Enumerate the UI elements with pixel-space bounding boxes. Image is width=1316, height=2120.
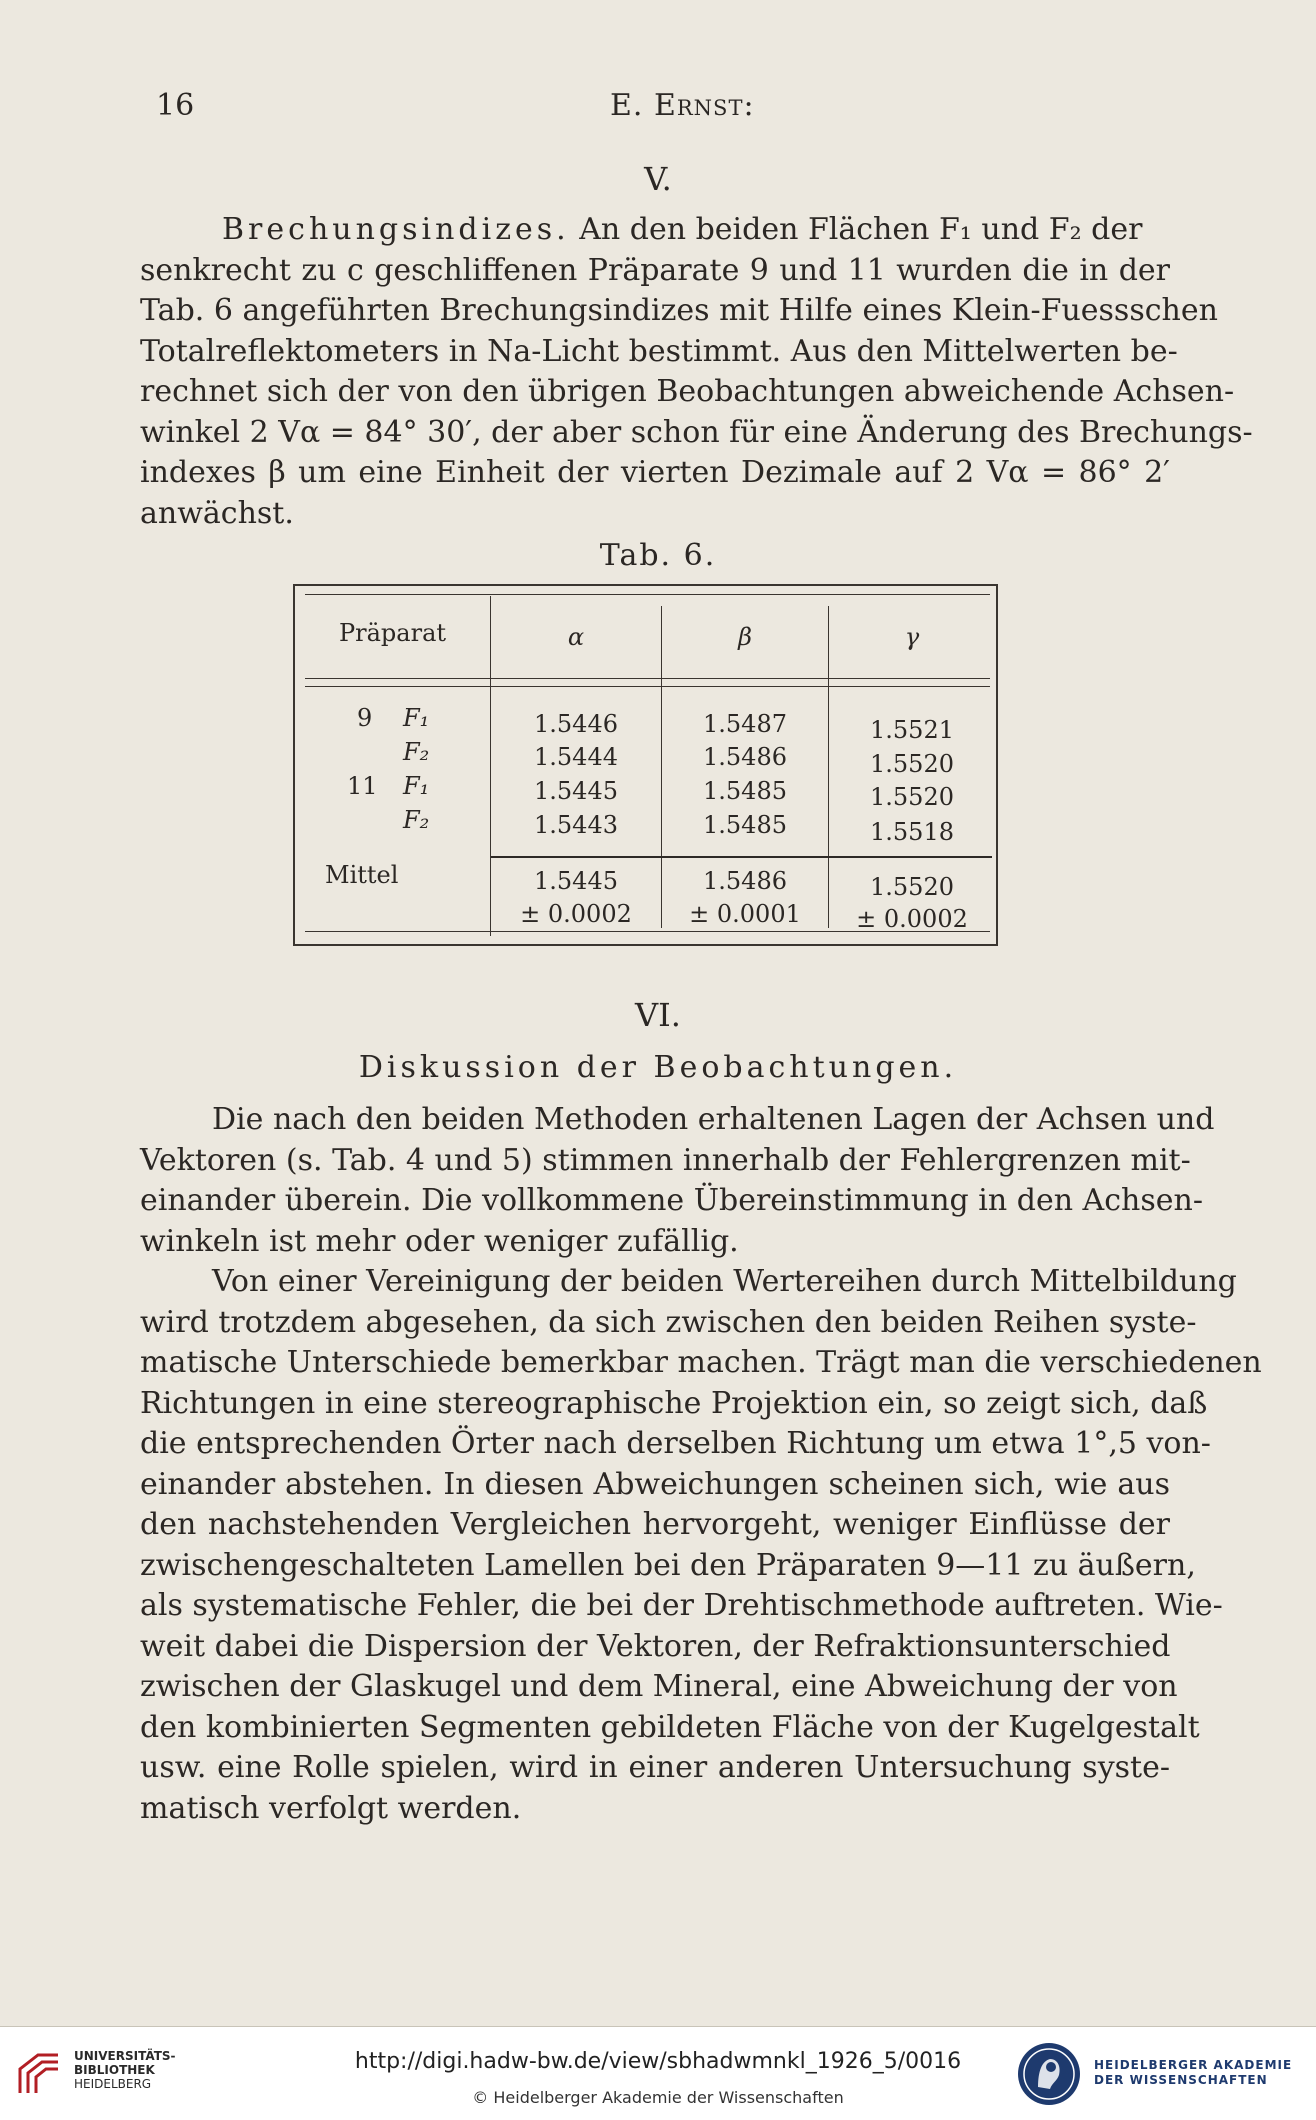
text-line: einander überein. Die vollkommene Übereinstimmung in den Achsen- [140, 1183, 1203, 1218]
text-line: einander abstehen. In diesen Abweichungen scheinen sich, wie aus [140, 1466, 1170, 1502]
section-heading-vi: VI. [635, 996, 681, 1034]
section-vi-paragraph-1 [140, 1100, 1215, 1262]
text-line: indexes β um eine Einheit der vierten Dezimale auf 2 Vα = 86° 2′ [140, 455, 1170, 490]
running-header [150, 88, 1180, 128]
viewer-footer [0, 2026, 1316, 2120]
text-line: Totalreflektometers in Na-Licht bestimmt. Aus den Mittelwerten be- [140, 333, 1178, 369]
table-rule [305, 678, 990, 679]
academy-seal-icon [1016, 2041, 1082, 2107]
table-rule [305, 594, 990, 595]
library-name: UNIVERSITÄTS- BIBLIOTHEK HEIDELBERG [74, 2049, 176, 2091]
text-line: zwischen der Glaskugel und dem Mineral, eine Abweichung der von [140, 1669, 1178, 1704]
section-heading-v: V. [644, 160, 672, 198]
text-line: matische Unterschiede bemerkbar machen. Trägt man die verschiedenen [140, 1345, 1262, 1380]
text-line: Brechungsindizes. An den beiden Flächen F₁ und F₂ der [222, 212, 1143, 247]
column-header-alpha: α [567, 623, 585, 651]
text-line: Tab. 6 angeführten Brechungsindizes mit Hilfe eines Klein-Fuessschen [140, 293, 1218, 328]
academy-name: HEIDELBERGER AKADEMIE DER WISSENSCHAFTEN [1094, 2058, 1293, 2087]
text-line: Die nach den beiden Methoden erhaltenen Lagen der Achsen und [212, 1102, 1215, 1137]
text-line: Richtungen in eine stereographische Projektion ein, so zeigt sich, daß [140, 1385, 1208, 1421]
text-line: rechnet sich der von den übrigen Beobachtungen abweichende Achsen- [140, 374, 1235, 409]
text-line: weit dabei die Dispersion der Vektoren, der Refraktionsunterschied [140, 1628, 1171, 1664]
table-rule [305, 686, 990, 687]
text-line: anwächst. [140, 495, 294, 531]
text-line: wird trotzdem abgesehen, da sich zwischen den beiden Reihen syste- [140, 1304, 1197, 1340]
text-line: zwischengeschalteten Lamellen bei den Präparaten 9—11 zu äußern, [140, 1547, 1196, 1583]
text-line: Von einer Vereinigung der beiden Wertereihen durch Mittelbildung [212, 1264, 1237, 1299]
paragraph-lead: Brechungsindizes. [222, 212, 570, 247]
text-line: matisch verfolgt werden. [140, 1790, 522, 1826]
mean-separator-rule [491, 856, 992, 858]
text-line: senkrecht zu c geschliffenen Präparate 9 und 11 wurden die in der [140, 252, 1170, 288]
text-line: den nachstehenden Vergleichen hervorgeht, weniger Einflüsse der [140, 1507, 1170, 1542]
table-caption: Tab. 6. [599, 538, 717, 573]
column-header-praeparat: Präparat [339, 619, 447, 647]
permalink[interactable]: http://digi.hadw-bw.de/view/sbhadwmnkl_1926_5/0016 [354, 2049, 962, 2074]
text-line: den kombinierten Segmenten gebildeten Fläche von der Kugelgestalt [140, 1709, 1200, 1745]
text-line: winkel 2 Vα = 84° 30′, der aber schon für eine Änderung des Brechungs- [140, 414, 1253, 450]
text-line: usw. eine Rolle spielen, wird in einer anderen Untersuchung syste- [140, 1750, 1170, 1785]
page-number: 16 [156, 88, 195, 123]
mean-label: Mittel [325, 861, 399, 889]
section-subheading: Diskussion der Beobachtungen. [358, 1050, 958, 1085]
section-v-paragraph [140, 210, 1253, 534]
text-line: Vektoren (s. Tab. 4 und 5) stimmen innerhalb der Fehlergrenzen mit- [140, 1142, 1191, 1178]
text-line: die entsprechenden Örter nach derselben Richtung um etwa 1°,5 von- [140, 1426, 1211, 1461]
text-line: winkeln ist mehr oder weniger zufällig. [140, 1223, 739, 1259]
copyright-notice: © Heidelberger Akademie der Wissenschaften [472, 2088, 844, 2107]
column-header-gamma: γ [904, 623, 920, 651]
running-title: E. Ernst: [610, 88, 755, 123]
section-vi-paragraph-2 [140, 1262, 1262, 1829]
text-line: als systematische Fehler, die bei der Drehtischmethode auftreten. Wie- [140, 1588, 1223, 1623]
column-header-beta: β [738, 623, 752, 651]
refractive-index-table: Präparat α β γ 9 F₁ 1.5446 1.5487 1.5521 F₂ 1.5444 1.5486 1.5520 11 F₁ 1.5445 1.5485 1.5520 F₂ 1.5443 1.5485 1.5518 Mittel 1.5445 1.5486 1.5520 ± 0.0002 ± 0.0001 ± 0.0002 [293, 584, 998, 946]
